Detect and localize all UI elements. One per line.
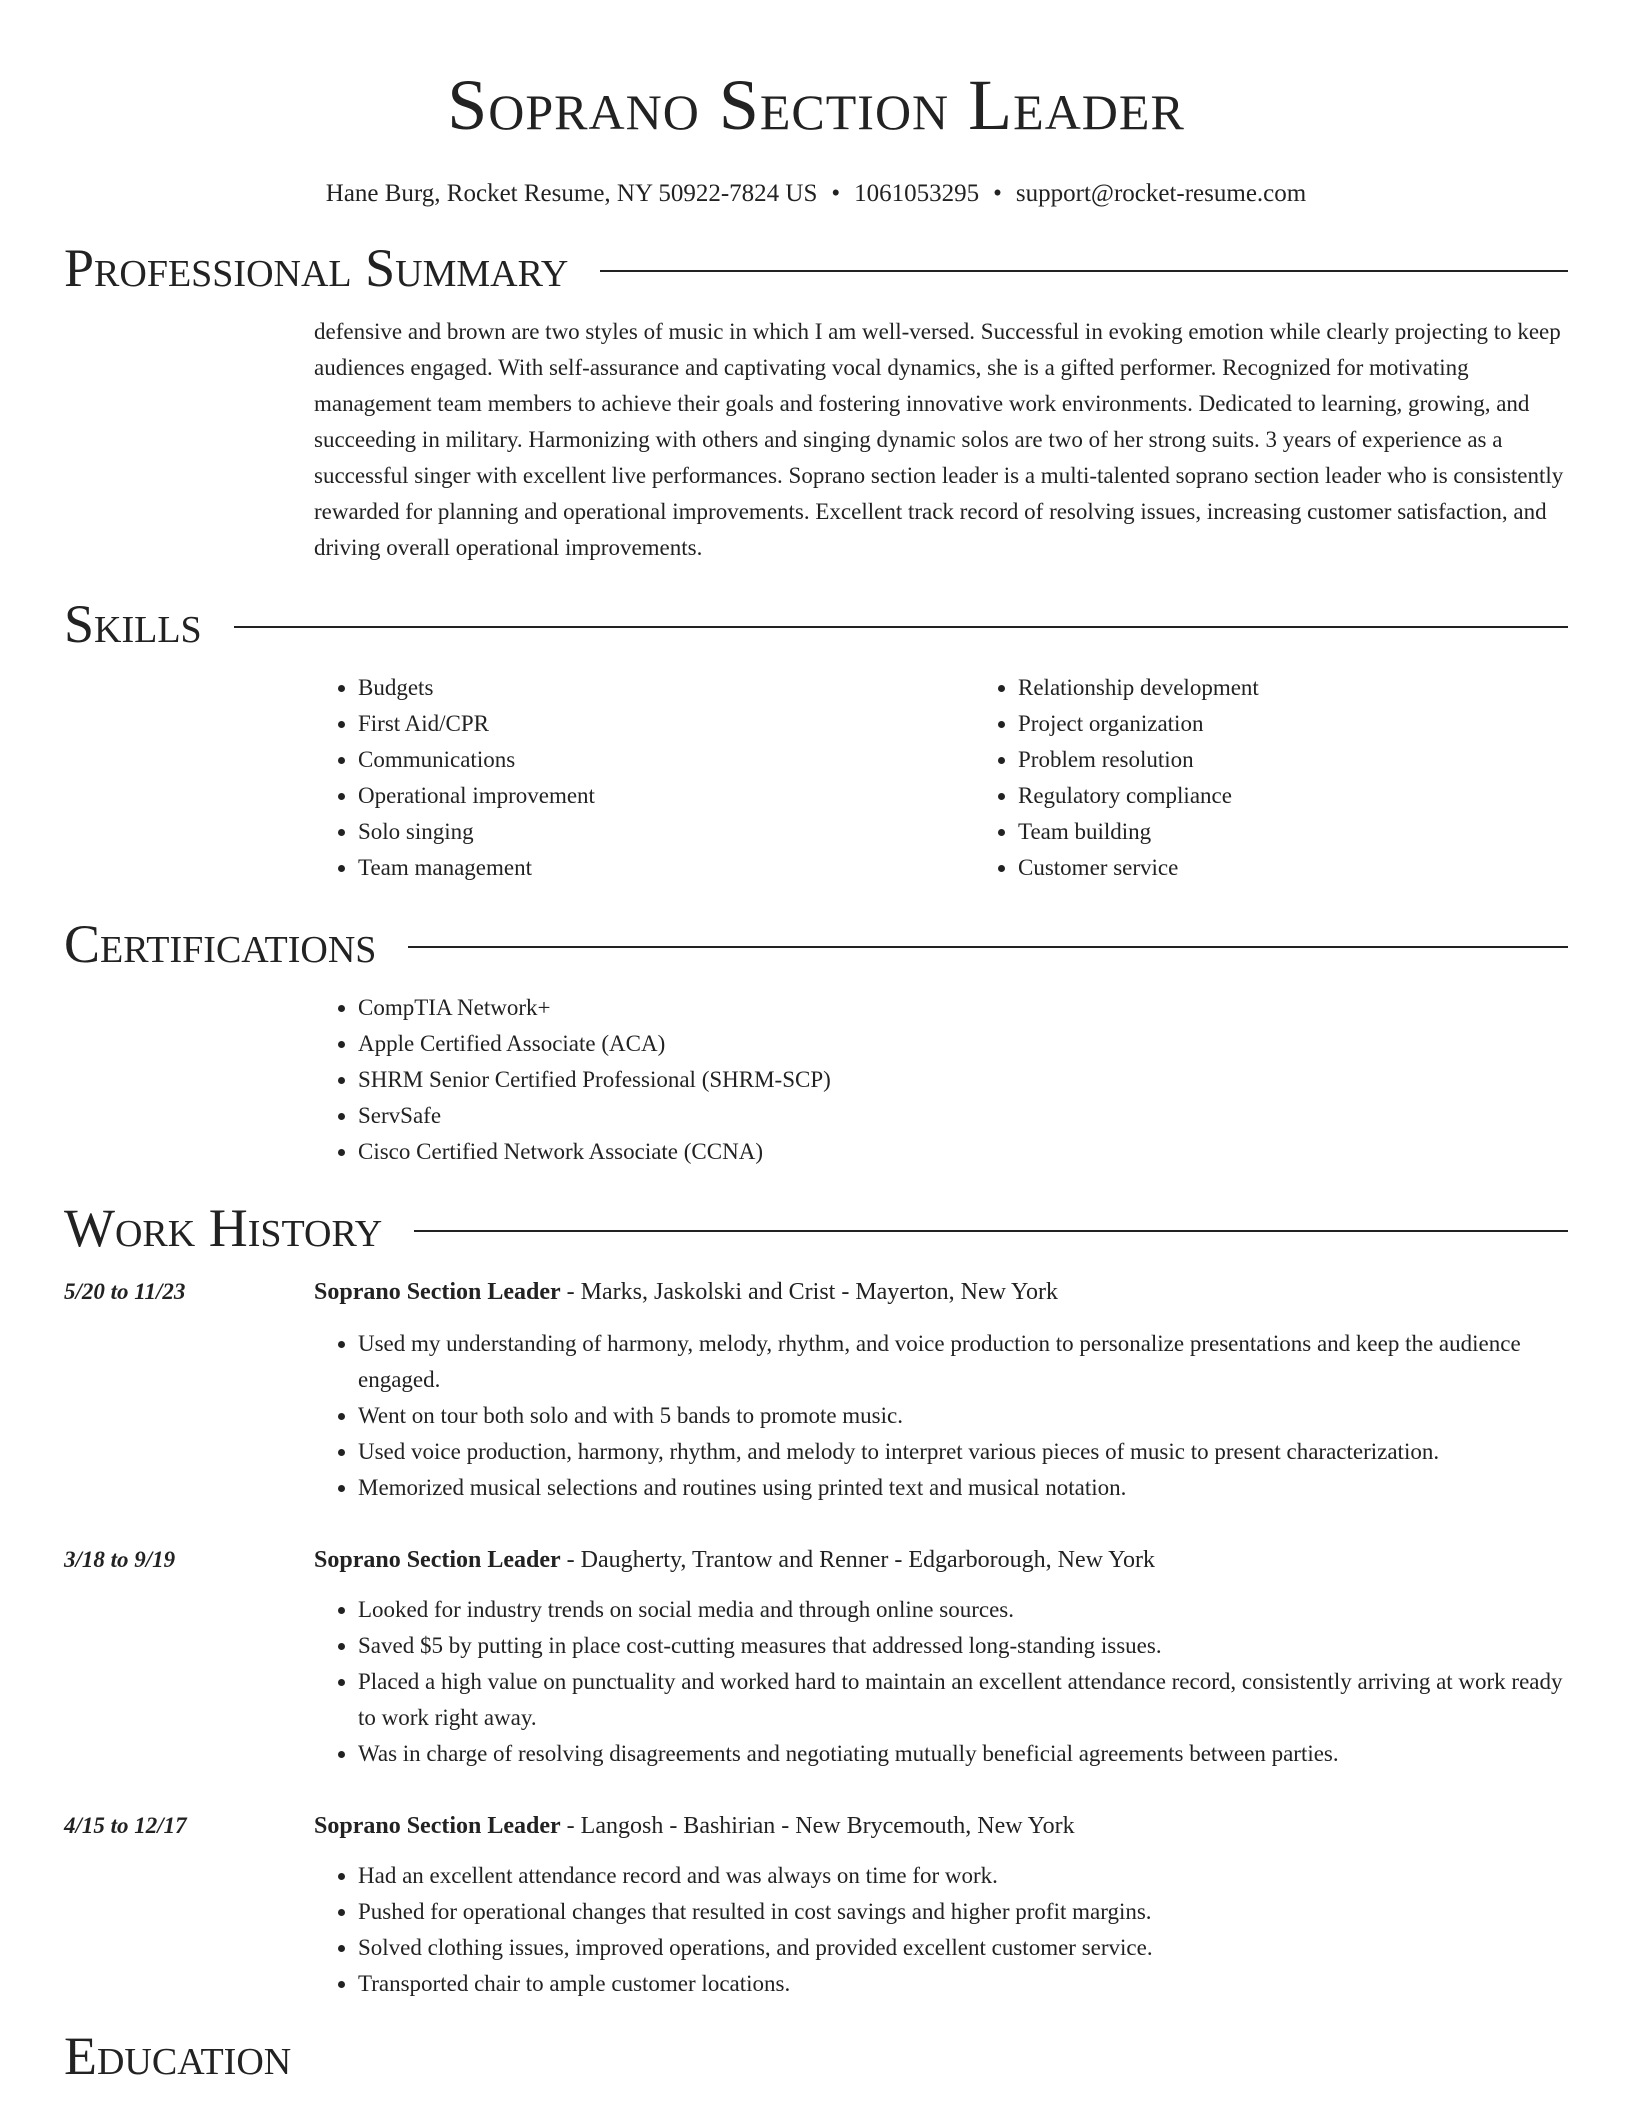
education-header xyxy=(64,2024,1568,2088)
job-bullet: • Transported chair to ample customer locations. xyxy=(358,1966,1568,2002)
job-details: - Marks, Jaskolski and Crist - Mayerton, New York xyxy=(560,1279,1058,1305)
certification-item: • CompTIA Network+ xyxy=(358,990,1568,1026)
job-main xyxy=(314,1274,1568,1506)
job-header xyxy=(314,1542,1568,1578)
contact-separator: • xyxy=(993,180,1002,207)
job-bullet: • Used voice production, harmony, rhythm, and melody to interpret various pieces of music to present characterization. xyxy=(358,1434,1568,1470)
job-bullet: • Was in charge of resolving disagreements and negotiating mutually beneficial agreements between parties. xyxy=(358,1736,1568,1772)
skill-item: • Regulatory compliance xyxy=(1018,778,1632,814)
job-dates: 5/20 to 11/23 xyxy=(64,1279,186,1304)
job-entry xyxy=(64,1542,1568,1772)
skill-item: • Communications xyxy=(358,742,974,778)
job-details: - Langosh - Bashirian - New Brycemouth, New York xyxy=(560,1813,1075,1839)
contact-phone: 1061053295 xyxy=(854,180,980,207)
skill-item: • Operational improvement xyxy=(358,778,974,814)
section-divider xyxy=(408,946,1568,948)
summary-header xyxy=(64,236,1568,300)
certification-item: • Cisco Certified Network Associate (CCNA) xyxy=(358,1134,1568,1170)
job-title: Soprano Section Leader xyxy=(314,1279,561,1305)
resume-name: Soprano Section Leader xyxy=(447,65,1185,145)
job-bullets xyxy=(314,1592,1568,1772)
job-entry xyxy=(64,1808,1568,2002)
certification-item: • ServSafe xyxy=(358,1098,1568,1134)
education-section xyxy=(64,2024,1568,2088)
contact-separator: • xyxy=(831,180,841,207)
contact-email: support@rocket-resume.com xyxy=(1015,180,1307,207)
skill-item: • Problem resolution xyxy=(1018,742,1632,778)
section-divider xyxy=(600,270,1568,272)
section-title-certifications: Certifications xyxy=(64,914,377,974)
summary-section xyxy=(64,236,1568,566)
job-bullet: • Looked for industry trends on social media and through online sources. xyxy=(358,1592,1568,1628)
job-bullet: • Solved clothing issues, improved operations, and provided excellent customer service. xyxy=(358,1930,1568,1966)
skill-item: • Budgets xyxy=(358,670,974,706)
skill-item: • First Aid/CPR xyxy=(358,706,974,742)
job-bullet: • Saved $5 by putting in place cost-cutting measures that addressed long-standing issues. xyxy=(358,1628,1568,1664)
skill-item: • Customer service xyxy=(1018,850,1632,886)
job-dates: 4/15 to 12/17 xyxy=(64,1813,187,1838)
skills-list-right xyxy=(974,670,1632,886)
job-dates: 3/18 to 9/19 xyxy=(64,1547,176,1572)
job-bullet: • Memorized musical selections and routines using printed text and musical notation. xyxy=(358,1470,1568,1506)
section-title-summary: Professional Summary xyxy=(64,238,569,298)
section-divider xyxy=(234,626,1568,628)
skill-item: • Project organization xyxy=(1018,706,1632,742)
section-divider xyxy=(414,1230,1568,1232)
contact-line xyxy=(64,178,1568,210)
skills-list-left xyxy=(314,670,974,886)
skills-section xyxy=(64,592,1568,886)
job-main xyxy=(314,1542,1568,1772)
skill-item: • Team building xyxy=(1018,814,1632,850)
certifications-header xyxy=(64,912,1568,976)
summary-text: defensive and brown are two styles of music in which I am well-versed. Successful in evoking emotion while clearly projecting to keep audiences engaged. With self-assurance and captivating vocal dynamics, she is a gifted performer. Recognized for motivating management team members to achieve their goals and fostering innovative work environments. Dedicated to learning, growing, and succeeding in military. Harmonizing with others and singing dynamic solos are two of her strong suits. 3 years of experience as a successful singer with excellent live performances. Soprano section leader is a multi-talented soprano section leader who is consistently rewarded for planning and operational improvements. Excellent track record of resolving issues, increasing customer satisfaction, and driving overall operational improvements. xyxy=(314,319,1564,560)
skill-item: • Solo singing xyxy=(358,814,974,850)
job-bullet: • Used my understanding of harmony, melody, rhythm, and voice production to personalize presentations and keep the audience engaged. xyxy=(358,1326,1568,1398)
jobs-list xyxy=(64,1274,1568,2002)
contact-address: Hane Burg, Rocket Resume, NY 50922-7824 US xyxy=(325,180,818,207)
job-bullets xyxy=(314,1858,1568,2002)
job-details: - Daugherty, Trantow and Renner - Edgarborough, New York xyxy=(560,1547,1156,1573)
work-history-section xyxy=(64,1196,1568,2002)
section-title-education: Education xyxy=(64,2026,292,2086)
job-header xyxy=(314,1808,1568,1844)
certifications-section xyxy=(64,912,1568,1170)
section-title-work-history: Work History xyxy=(64,1198,383,1258)
job-bullet: • Placed a high value on punctuality and worked hard to maintain an excellent attendance record, consistently arriving at work ready to work right away. xyxy=(358,1664,1568,1736)
job-title: Soprano Section Leader xyxy=(314,1813,561,1839)
skill-item: • Team management xyxy=(358,850,974,886)
job-entry xyxy=(64,1274,1568,1506)
skill-item: • Relationship development xyxy=(1018,670,1632,706)
certifications-list xyxy=(314,990,1568,1170)
skills-header xyxy=(64,592,1568,656)
job-bullets xyxy=(314,1326,1568,1506)
certification-item: • SHRM Senior Certified Professional (SHRM-SCP) xyxy=(358,1062,1568,1098)
job-bullet: • Pushed for operational changes that resulted in cost savings and higher profit margins. xyxy=(358,1894,1568,1930)
job-bullet: • Went on tour both solo and with 5 bands to promote music. xyxy=(358,1398,1568,1434)
job-title: Soprano Section Leader xyxy=(314,1547,561,1573)
job-main xyxy=(314,1808,1568,2002)
work-history-header xyxy=(64,1196,1568,1260)
certifications-body xyxy=(314,990,1568,1170)
certification-item: • Apple Certified Associate (ACA) xyxy=(358,1026,1568,1062)
job-header xyxy=(314,1274,1568,1310)
summary-body xyxy=(314,314,1568,566)
job-bullet: • Had an excellent attendance record and was always on time for work. xyxy=(358,1858,1568,1894)
section-title-skills: Skills xyxy=(64,594,202,654)
skills-body xyxy=(314,670,1568,886)
